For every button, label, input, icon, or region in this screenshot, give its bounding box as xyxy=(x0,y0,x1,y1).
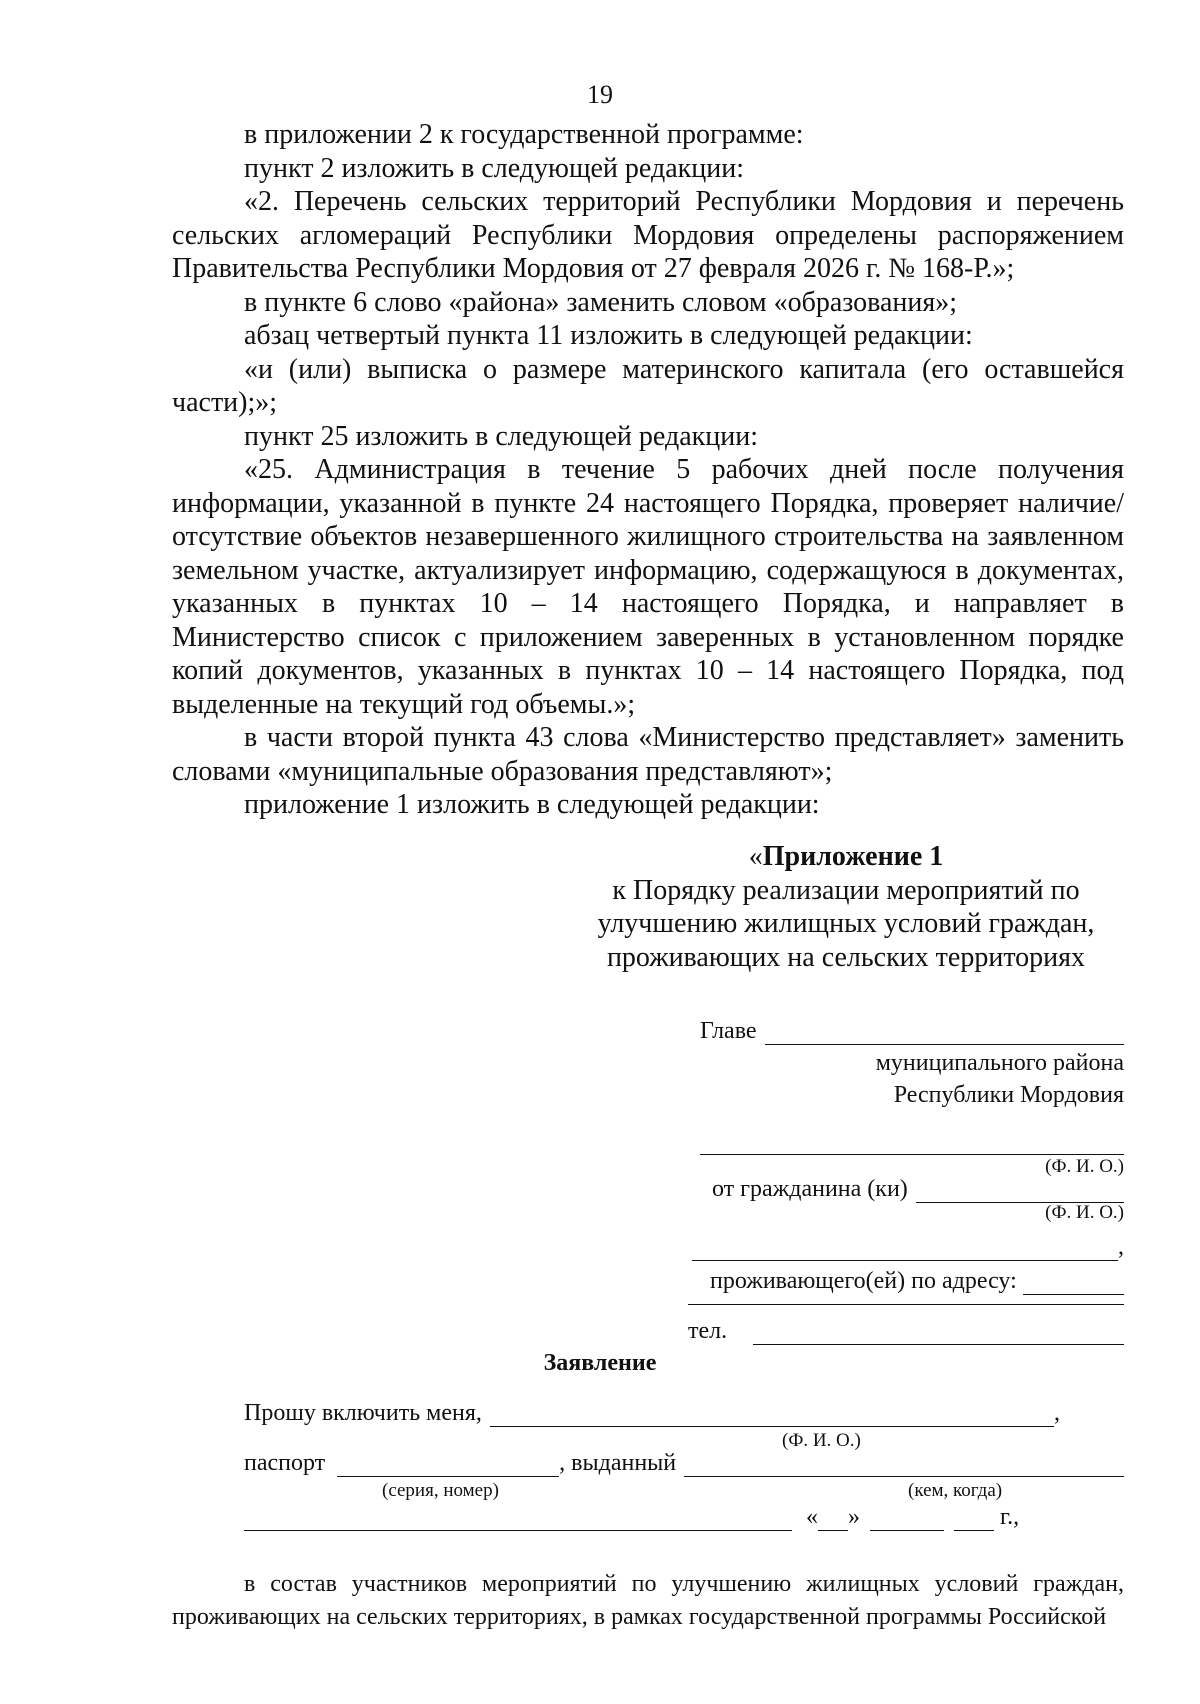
paragraph: пункт 25 изложить в следующей редакции: xyxy=(244,420,758,452)
appendix-header xyxy=(560,840,1132,974)
comma: , xyxy=(1054,1400,1060,1426)
issue-year-field[interactable] xyxy=(954,1506,994,1531)
quote-open: « xyxy=(806,1504,818,1530)
year-suffix: г., xyxy=(1000,1504,1020,1530)
appendix-quote-open: « xyxy=(748,841,763,872)
paragraph: абзац четвертый пункта 11 изложить в следующей редакции: xyxy=(244,320,973,351)
quote-close: » xyxy=(848,1504,860,1530)
to-label: Главе xyxy=(700,1018,757,1044)
appendix-title: Приложение 1 xyxy=(762,841,944,872)
issued-by-field[interactable] xyxy=(684,1452,1124,1477)
fio-hint: (Ф. И. О.) xyxy=(782,1430,861,1451)
appendix-title-line xyxy=(560,840,1132,874)
amendment-text xyxy=(172,118,1124,822)
paragraph: «и (или) выписка о размере материнского капитала (его оставшейся части);»; xyxy=(172,353,1124,418)
appendix-line: проживающих на сельских территориях xyxy=(606,941,1086,973)
request-label: Прошу включить меня, xyxy=(244,1400,482,1426)
phone-field[interactable] xyxy=(753,1320,1124,1345)
citizen-name-line[interactable] xyxy=(692,1236,1118,1261)
republic-label: Республики Мордовия xyxy=(893,1082,1124,1108)
series-hint: (серия, номер) xyxy=(382,1480,499,1501)
head-fio-field[interactable] xyxy=(700,1130,1124,1155)
passport-number-field[interactable] xyxy=(337,1452,559,1477)
paragraph: «2. Перечень сельских территорий Республики Мордовия и перечень сельских агломераций Республики Мордовия определены распоряжением Правительства Республики Мордовия от 27 февраля 2026 г. № 168-Р.»; xyxy=(172,186,1124,284)
appendix-line: к Порядку реализации мероприятий по xyxy=(612,874,1080,906)
issued-label: , выданный xyxy=(559,1450,677,1476)
paragraph: «25. Администрация в течение 5 рабочих дней после получения информации, указанной в пункте 24 настоящего Порядка, проверяет наличие/отсутствие объектов незавершенного жилищного строительства на заявленном земельном участке, актуализирует информацию, содержащуюся в документах, указанных в пунктах 10 – 14 настоящего Порядка, и направляет в Министерство список с приложением заверенных в установленном порядке копий документов, указанных в пунктах 10 – 14 настоящего Порядка, под выделенные на текущий год объемы.»; xyxy=(172,454,1124,720)
form-title: Заявление xyxy=(543,1350,657,1376)
from-label: от гражданина (ки) xyxy=(712,1176,908,1202)
applicant-fio-field[interactable] xyxy=(490,1402,1054,1427)
citizen-fio-field[interactable] xyxy=(916,1178,1124,1203)
paragraph: в состав участников мероприятий по улучшению жилищных условий граждан, проживающих на сельских территориях, в рамках государственной программы Российской xyxy=(172,1571,1124,1630)
address-field[interactable] xyxy=(1023,1270,1124,1295)
comma: , xyxy=(1118,1234,1124,1260)
passport-label: паспорт xyxy=(244,1450,326,1476)
issued-by-field-continued[interactable] xyxy=(244,1506,792,1531)
issue-day-field[interactable] xyxy=(818,1506,848,1531)
district-label: муниципального района xyxy=(875,1050,1124,1076)
paragraph: в приложении 2 к государственной программе: xyxy=(244,119,804,150)
paragraph: приложение 1 изложить в следующей редакции: xyxy=(244,789,820,820)
appendix-line: улучшению жилищных условий граждан, xyxy=(597,908,1095,939)
phone-label: тел. xyxy=(688,1318,728,1344)
fio-hint: (Ф. И. О.) xyxy=(1045,1202,1124,1223)
paragraph: в части второй пункта 43 слова «Министерство представляет» заменить словами «муниципальные образования представляют»; xyxy=(172,722,1124,787)
address-field-continued[interactable] xyxy=(688,1298,1124,1305)
fio-hint: (Ф. И. О.) xyxy=(1045,1156,1124,1177)
issued-hint: (кем, когда) xyxy=(908,1480,1003,1501)
form-body-text xyxy=(172,1568,1124,1634)
issue-month-field[interactable] xyxy=(870,1506,944,1531)
residing-label: проживающего(ей) по адресу: xyxy=(710,1268,1017,1294)
paragraph: в пункте 6 слово «района» заменить словом «образования»; xyxy=(244,286,958,318)
paragraph: пункт 2 изложить в следующей редакции: xyxy=(244,152,744,184)
recipient-field[interactable] xyxy=(765,1020,1124,1045)
page-number: 19 xyxy=(587,80,613,109)
